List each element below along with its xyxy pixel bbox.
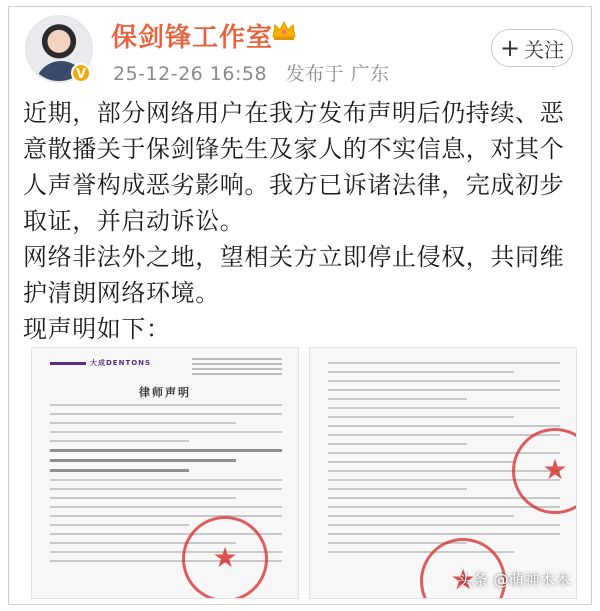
attached-images[interactable] <box>31 347 577 599</box>
red-seal-stamp <box>182 516 268 599</box>
legal-statement-page-2[interactable] <box>309 347 577 599</box>
post-paragraph: 近期，部分网络用户在我方发布声明后仍持续、恶意散播关于保剑锋先生及家人的不实信息，对其个人声誉构成恶劣影响。我方已诉诸法律，完成初步取证，并启动诉讼。 <box>23 99 565 235</box>
post-body <box>23 95 579 347</box>
verified-badge-icon: V <box>71 63 91 83</box>
document-title: 律师声明 <box>139 386 191 399</box>
source-watermark: 头条 @萌神木木 <box>457 571 571 589</box>
plus-icon: + <box>499 34 521 62</box>
crown-icon <box>271 19 297 41</box>
follow-button[interactable] <box>491 29 573 67</box>
legal-statement-page-1[interactable] <box>31 347 299 599</box>
account-name[interactable]: 保剑锋工作室 <box>111 23 274 53</box>
firm-address-block <box>192 358 282 378</box>
post-meta <box>113 59 402 86</box>
post-paragraph: 现声明如下： <box>23 315 171 343</box>
post-header <box>9 7 591 87</box>
post-paragraph: 网络非法外之地，望相关方立即停止侵权，共同维护清朗网络环境。 <box>23 243 565 307</box>
post-date: 25-12-26 16:58 <box>113 63 268 85</box>
post-location: 发布于 广东 <box>285 63 390 85</box>
weibo-post-card <box>8 6 592 605</box>
follow-label: 关注 <box>524 37 565 62</box>
law-firm-logo: 大成DENTONS <box>50 358 151 368</box>
